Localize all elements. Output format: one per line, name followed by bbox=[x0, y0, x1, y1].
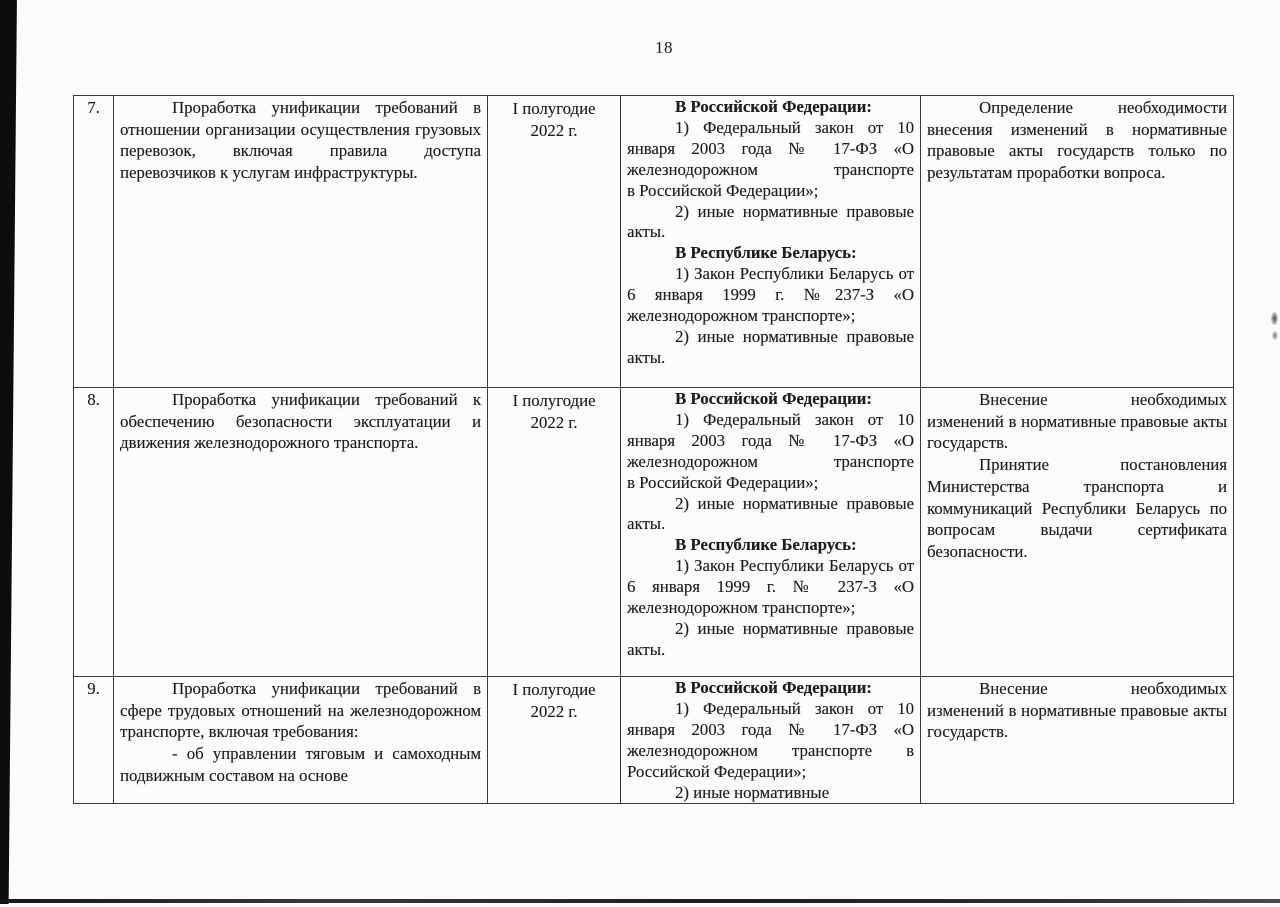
legal-country-header: В Республике Беларусь: bbox=[675, 535, 857, 555]
result-paragraph: Определение необходимости внесения изменений в нормативные правовые акты государств только по результатам проработки вопроса. bbox=[927, 98, 1227, 183]
legal-paragraph: 2) иные нормативные правовые акты. bbox=[627, 201, 914, 242]
legal-basis-cell bbox=[621, 677, 921, 804]
row-number-cell bbox=[74, 96, 114, 388]
table-row bbox=[74, 96, 1234, 388]
result-cell bbox=[921, 96, 1234, 388]
row-number: 8. bbox=[87, 390, 100, 409]
scan-edge-left bbox=[0, 0, 18, 904]
row-number-cell bbox=[74, 677, 114, 804]
result-cell bbox=[921, 388, 1234, 677]
legal-paragraph: 2) иные нормативные правовые акты. bbox=[627, 493, 914, 534]
table-row bbox=[74, 677, 1234, 804]
term-line: I полугодие bbox=[512, 391, 596, 410]
task-paragraph: Проработка унификации требований в отношении организации осуществления грузовых перевозок, включая правила доступа перевозчиков к услугам инфраструктуры. bbox=[120, 98, 481, 183]
term-cell bbox=[488, 388, 621, 677]
legal-paragraph: 1) Федеральный закон от 10 января 2003 года № 17-ФЗ «О железнодорожном транспорте в Российской Федерации»; bbox=[627, 117, 914, 200]
legal-country-header: В Российской Федерации: bbox=[675, 389, 872, 408]
legal-paragraph: 2) иные нормативные правовые акты. bbox=[627, 326, 914, 367]
term-cell bbox=[488, 677, 621, 804]
table-body bbox=[74, 96, 1234, 804]
legal-paragraph: 1) Закон Республики Беларусь от 6 января 1999 г. №237-З «О железнодорожном транспорте»; bbox=[627, 264, 914, 326]
row-number: 9. bbox=[87, 679, 100, 698]
task-cell bbox=[114, 388, 488, 677]
result-paragraph: Внесение необходимых изменений в нормативные правовые акты государств. bbox=[927, 390, 1227, 453]
term-cell bbox=[488, 96, 621, 388]
legal-basis-cell bbox=[621, 96, 921, 388]
legal-country-header: В Российской Федерации: bbox=[675, 678, 872, 697]
ink-smudge bbox=[1271, 312, 1278, 325]
legal-paragraph: 1) Федеральный закон от 10 января 2003 года № 17-ФЗ «О железнодорожном транспорте в Российской Федерации»; bbox=[627, 698, 914, 781]
row-number-cell bbox=[74, 388, 114, 677]
result-paragraph: Внесение необходимых изменений в нормативные правовые акты государств. bbox=[927, 679, 1227, 742]
legal-paragraph: 2) иные нормативные bbox=[675, 782, 830, 802]
ink-smudge bbox=[1272, 331, 1278, 340]
task-cell bbox=[114, 96, 488, 388]
legal-country-header: В Российской Федерации: bbox=[675, 97, 872, 116]
task-paragraph: Проработка унификации требований к обеспечению безопасности эксплуатации и движения железнодорожного транспорта. bbox=[120, 390, 481, 453]
result-cell bbox=[921, 677, 1234, 804]
legal-paragraph: 1) Закон Республики Беларусь от 6 января 1999 г. № 237-З «О железнодорожном транспорте»; bbox=[627, 556, 914, 618]
task-paragraph: - об управлении тяговым и самоходным подвижным составом на основе bbox=[120, 744, 481, 785]
task-paragraph: Проработка унификации требований в сфере трудовых отношений на железнодорожном транспорте, включая требования: bbox=[120, 679, 481, 742]
legal-paragraph: 1) Федеральный закон от 10 января 2003 года № 17-ФЗ «О железнодорожном транспорте в Российской Федерации»; bbox=[627, 409, 914, 492]
term-line: 2022 г. bbox=[530, 120, 578, 140]
term-line: I полугодие bbox=[512, 99, 596, 118]
legal-paragraph: 2) иные нормативные правовые акты. bbox=[627, 618, 914, 659]
legal-basis-cell bbox=[621, 388, 921, 677]
page-number: 18 bbox=[655, 38, 673, 57]
document-table bbox=[73, 95, 1234, 804]
scan-edge-bottom bbox=[0, 899, 1280, 903]
task-cell bbox=[114, 677, 488, 804]
legal-country-header: В Республике Беларусь: bbox=[675, 243, 857, 263]
term-line: 2022 г. bbox=[530, 701, 578, 721]
result-paragraph: Принятие постановления Министерства транспорта и коммуникаций Республики Беларусь по вопросам выдачи сертификата безопасности. bbox=[927, 455, 1227, 561]
row-number: 7. bbox=[87, 98, 100, 117]
term-line: I полугодие bbox=[512, 680, 596, 699]
table-row bbox=[74, 388, 1234, 677]
term-line: 2022 г. bbox=[530, 412, 578, 432]
